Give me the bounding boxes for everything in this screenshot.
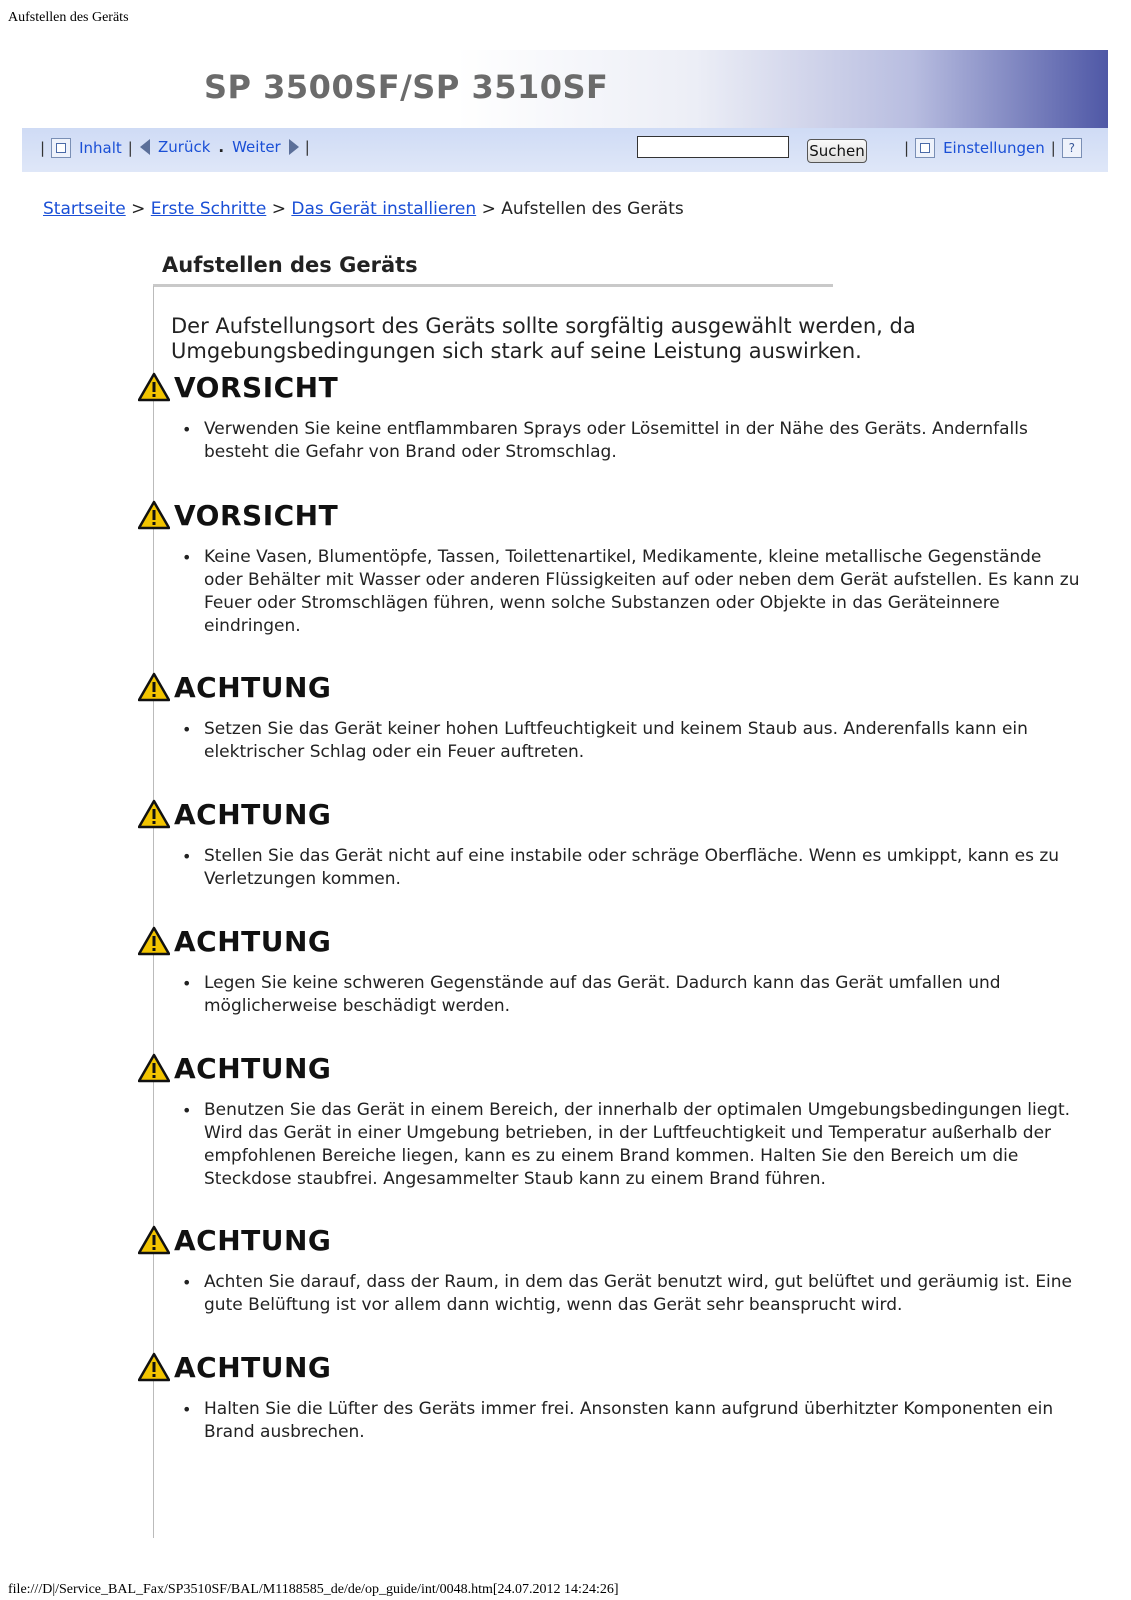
warning-triangle-icon [138, 926, 170, 956]
warning-label: ACHTUNG [174, 1223, 332, 1257]
breadcrumb-current: Aufstellen des Geräts [501, 199, 684, 219]
warning-text: • Stellen Sie das Gerät nicht auf eine instabile oder schräge Oberfläche. Wenn es umkippt, kann es zu Verletzungen kommen. [204, 845, 1084, 891]
contents-link[interactable]: Inhalt [79, 139, 122, 157]
warning-text: • Benutzen Sie das Gerät in einem Bereich, der innerhalb der optimalen Umgebungsbedingungen liegt. Wird das Gerät in einer Umgebung betrieben, in der Luftfeuchtigkeit und Temperatur außerhalb der empfohlenen Bereiche liegen, kann es zu einem Brand kommen. Halten Sie den Bereich um die Steckdose staubfrei. Angesammelter Staub kann zu einem Brand führen. [204, 1099, 1084, 1191]
warning-text: • Setzen Sie das Gerät keiner hohen Luftfeuchtigkeit und keinem Staub aus. Anderenfalls kann ein elektrischer Schlag oder ein Feuer auftreten. [204, 718, 1084, 764]
separator: | [127, 139, 133, 157]
breadcrumb-separator: > [481, 199, 496, 219]
warning-block [138, 924, 1118, 1018]
intro-paragraph: Der Aufstellungsort des Geräts sollte sorgfältig ausgewählt werden, da Umgebungsbedingungen sich stark auf seine Leistung auswirken. [171, 314, 916, 363]
breadcrumb-separator: > [271, 199, 286, 219]
warning-text: • Keine Vasen, Blumentöpfe, Tassen, Toilettenartikel, Medikamente, kleine metallische Gegenstände oder Behälter mit Wasser oder anderen Flüssigkeiten auf oder neben dem Gerät aufstellen. Es kann zu Feuer oder Stromschlägen führen, wenn solche Substanzen oder Objekte in das Geräteinnere eindringen. [204, 546, 1084, 638]
breadcrumb [43, 199, 684, 219]
title-divider [153, 284, 833, 287]
separator: | [304, 138, 310, 156]
breadcrumb-link-install[interactable]: Das Gerät installieren [291, 199, 477, 219]
warning-triangle-icon [138, 1352, 170, 1382]
warning-label: ACHTUNG [174, 924, 332, 958]
warning-block [138, 670, 1118, 764]
separator: | [1050, 139, 1056, 157]
warning-block [138, 1350, 1118, 1444]
breadcrumb-separator: > [131, 199, 146, 219]
warning-label: VORSICHT [174, 370, 339, 404]
warning-triangle-icon [138, 1225, 170, 1255]
warning-label: ACHTUNG [174, 1051, 332, 1085]
nav-bar [22, 128, 1108, 172]
warning-text: • Halten Sie die Lüfter des Geräts immer frei. Ansonsten kann aufgrund überhitzter Komponenten ein Brand ausbrechen. [204, 1398, 1084, 1444]
warning-triangle-icon [138, 799, 170, 829]
breadcrumb-link-getting-started[interactable]: Erste Schritte [150, 199, 267, 219]
arrow-left-icon[interactable] [140, 139, 150, 155]
warning-block [138, 370, 1118, 464]
next-link[interactable]: Weiter [232, 138, 281, 156]
warning-triangle-icon [138, 500, 170, 530]
print-header: Aufstellen des Geräts [8, 10, 129, 25]
warning-block [138, 1223, 1118, 1317]
nav-back [140, 138, 310, 156]
warning-block [138, 1051, 1118, 1191]
warning-label: ACHTUNG [174, 797, 332, 831]
breadcrumb-link-home[interactable]: Startseite [43, 199, 126, 219]
back-link[interactable]: Zurück [158, 138, 211, 156]
banner [22, 50, 1108, 128]
warning-text: • Legen Sie keine schweren Gegenstände auf das Gerät. Dadurch kann das Gerät umfallen und möglicherweise beschädigt werden. [204, 972, 1084, 1018]
warning-label: ACHTUNG [174, 1350, 332, 1384]
nav-settings [904, 138, 1082, 158]
warning-text: • Achten Sie darauf, dass der Raum, in dem das Gerät benutzt wird, gut belüftet und geräumig ist. Eine gute Belüftung ist vor allem dann wichtig, wenn das Gerät sehr beansprucht wird. [204, 1271, 1084, 1317]
warning-triangle-icon [138, 1053, 170, 1083]
search-input[interactable] [637, 136, 789, 158]
warning-triangle-icon [138, 672, 170, 702]
help-icon[interactable]: ? [1062, 138, 1082, 158]
warning-label: VORSICHT [174, 498, 339, 532]
settings-icon[interactable] [915, 138, 935, 158]
warning-text: • Verwenden Sie keine entflammbaren Sprays oder Lösemittel in der Nähe des Geräts. Andernfalls besteht die Gefahr von Brand oder Stromschlag. [204, 418, 1084, 464]
page-title: Aufstellen des Geräts [162, 253, 418, 277]
warning-block [138, 797, 1118, 891]
product-title: SP 3500SF/SP 3510SF [204, 68, 609, 106]
warning-triangle-icon [138, 372, 170, 402]
warning-block [138, 498, 1118, 638]
settings-link[interactable]: Einstellungen [943, 139, 1045, 157]
nav-dot: . [218, 138, 225, 156]
print-footer: file:///D|/Service_BAL_Fax/SP3510SF/BAL/M1188585_de/de/op_guide/int/0048.htm[24.07.2012 14:24:26] [8, 1582, 619, 1597]
contents-icon[interactable] [51, 138, 71, 158]
warning-label: ACHTUNG [174, 670, 332, 704]
search-button[interactable]: Suchen [807, 139, 867, 163]
arrow-right-icon[interactable] [289, 139, 299, 155]
separator: | [40, 139, 46, 157]
nav-contents [40, 138, 133, 158]
separator: | [904, 139, 910, 157]
